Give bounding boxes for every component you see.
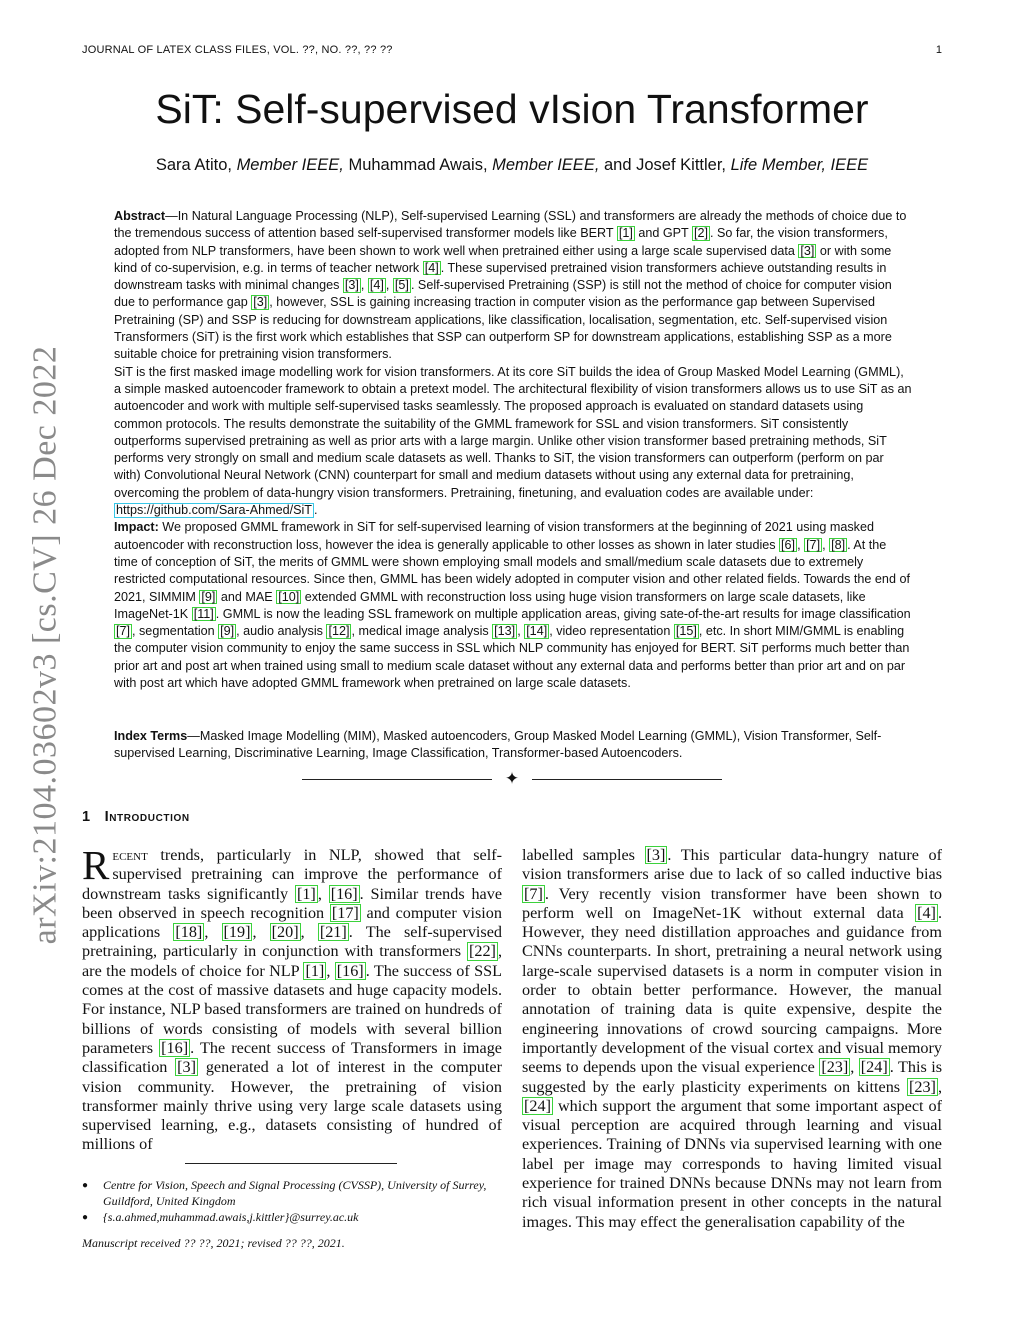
citation-link[interactable]: [9] — [220, 624, 235, 639]
abstract-block — [114, 208, 912, 692]
citation-link[interactable]: [3] — [646, 846, 666, 864]
abstract-text: , however, SSL is gaining increasing traction in computer vision as the performance gap between Supervised Pretraining (SP) and SSP is reducing for downstream applications, like classification, localisation, segmentation, etc. Self-supervised vision Transformers (SiT) is the first work which establishes that SSP can outperform SP for downstream applications, establishing SSP as a more suitable choice for pretraining vision transformers. — [114, 295, 892, 362]
citation-link[interactable]: [7] — [116, 624, 131, 639]
impact-text: , medical image analysis — [351, 624, 493, 639]
body-text: . However, they need distillation approaches and guidance from CNNs counterparts. In short, pretraining a neural network using large-scale supervised datasets is a norm in computer vision in order to obtain better performance. However, the manual annotation of training data is quite expensive, despite the engineering innovations of crowd sourcing campaigns. More importantly development of the visual cortex and visual memory seems to depends upon the visual experience — [522, 903, 942, 1077]
citation-link[interactable]: [7] — [524, 884, 543, 903]
section-heading — [82, 809, 190, 825]
citation-link[interactable]: [22] — [468, 942, 496, 961]
abstract-text: —In Natural Language Processing (NLP), Self-supervised Learning (SSL) and transformers are already the methods of choice due to the tremendous success of attention based self-supervised transformer models like BERT — [114, 209, 907, 241]
body-column-left — [82, 846, 502, 1154]
body-text: , — [317, 884, 329, 903]
abstract-label: Abstract — [114, 209, 166, 223]
body-text: which support the argument that some important aspect of visual perception are acquired through learning and visual experiences. Training of DNNs via supervised learning with one label per image may corresponds to having limited visual experience for trained DNNs because DNNs may not learn from rich visual information present in other concepts in the natural images. This may effect the generalisation capability of the — [522, 1096, 942, 1231]
body-text: , — [850, 1058, 859, 1077]
citation-link[interactable]: [23] — [821, 1058, 849, 1077]
abstract-text: . So far, the vision transformers, adopted from NLP transformers, have been shown to work well when pretrained either using a large scale supervised data — [114, 226, 888, 258]
author-affiliation-role: Life Member, IEEE — [730, 156, 869, 174]
impact-text: , — [517, 624, 525, 639]
citation-link[interactable]: [6] — [781, 537, 796, 552]
author-name: and Josef Kittler, — [599, 156, 731, 174]
intro-paragraph — [522, 846, 942, 1232]
body-text: , — [252, 923, 270, 942]
author-affiliation-role: Member IEEE, — [236, 156, 344, 174]
author-line — [0, 156, 1024, 175]
abstract-text: , — [360, 278, 368, 293]
body-text: generated a lot of interest in the computer vision community. However, the pretraining of vision transformer mainly thrive using very large scale datasets using supervised learning, e.g., datasets consisting of hundred of millions of — [82, 1058, 502, 1154]
citation-link[interactable]: [8] — [831, 537, 846, 552]
citation-link[interactable]: [16] — [336, 961, 364, 980]
citation-link[interactable]: [7] — [806, 537, 821, 552]
impact-text: , — [797, 537, 805, 552]
citation-link[interactable]: [4] — [917, 903, 936, 922]
drop-cap: R — [82, 846, 110, 888]
body-text: and computer vision applications — [82, 903, 502, 942]
footnote-affiliation — [82, 1178, 502, 1209]
citation-link[interactable]: [16] — [330, 884, 358, 903]
citation-link[interactable]: [1] — [618, 226, 633, 241]
abstract-text: SiT is the first masked image modelling work for vision transformers. At its core SiT builds the idea of Group Masked Model Learning (GMML), a simple masked autoencoder framework to obtain a pretext model. The architectural flexibility of vision transformers allows us to use SiT as an autoencoder and work with multiple self-supervised tasks seamlessly. The proposed approach is evaluated on standard datasets using common protocols. The results demonstrate the suitability of the GMML framework for SSL and vision transformers. SiT consistently outperforms supervised pretraining as well as prior arts with a large margin. Unlike other vision transformer based pretraining methods, SiT performs very strongly on small and medium scale datasets as well. Thanks to SiT, the vision transformers can outperform (perform on par with) Convolutional Neural Network (CNN) counterpart for small and medium datasets without using any external data for pretraining, overcoming the problem of data-hungry vision transformers. Pretraining, finetuning, and evaluation codes are available under: — [114, 364, 912, 500]
abstract-text: . Self-supervised Pretraining (SSP) is still not the method of choice for computer vision due to performance gap — [114, 278, 892, 310]
citation-link[interactable]: [5] — [394, 278, 409, 293]
citation-link[interactable]: [4] — [424, 260, 439, 275]
separator-rule-right — [532, 779, 722, 780]
citation-link[interactable]: [19] — [223, 923, 251, 942]
citation-link[interactable]: [12] — [328, 624, 350, 639]
impact-text: , etc. In short MIM/GMML is enabling the computer vision community to enjoy the same success in SSL which NLP community has enjoyed for BERT. SiT performs much better than prior art and post art when trained using small to medium scale dataset without any external data and performs better than prior art and on par with post art which have adopted GMML framework when pretrained on large scale datasets. — [114, 624, 910, 691]
footnote-emails — [82, 1210, 502, 1226]
separator-rule-left — [302, 779, 492, 780]
footnote-rule — [185, 1163, 397, 1164]
citation-link[interactable]: [2] — [694, 226, 709, 241]
index-terms-text: —Masked Image Modelling (MIM), Masked autoencoders, Group Masked Model Learning (GMML), Vision Transformer, Self-supervised Learning, Discriminative Learning, Image Classification, Transformer-based Autoencoders. — [114, 729, 882, 761]
abstract-text: , — [385, 278, 393, 293]
arxiv-watermark: arXiv:2104.03602v3 [cs.CV] 26 Dec 2022 — [26, 345, 64, 945]
body-text: . The self-supervised pretraining, particularly in conjunction with transformers — [82, 923, 502, 961]
body-text: trends, particularly in NLP, showed that self-supervised pretraining can improve the performance of downstream tasks significantly — [82, 846, 502, 903]
citation-link[interactable]: [20] — [271, 923, 299, 942]
code-repository-link[interactable]: https://github.com/Sara-Ahmed/SiT — [116, 503, 312, 518]
impact-text: We proposed GMML framework in SiT for self-supervised learning of vision transformers at the beginning of 2021 using masked autoencoder with reconstruction loss, however the idea is generally applicable to other losses as shown in later studies — [114, 520, 874, 552]
author-name: Sara Atito, — [155, 156, 237, 174]
running-head: JOURNAL OF LATEX CLASS FILES, VOL. ??, NO. ??, ?? ?? — [82, 44, 393, 56]
bullet-icon: ● — [82, 1212, 89, 1224]
citation-link[interactable]: [16] — [161, 1038, 189, 1057]
impact-text: and MAE — [217, 589, 277, 604]
citation-link[interactable]: [3] — [253, 295, 268, 310]
body-text: . The recent success of Transformers in image classification — [82, 1038, 502, 1077]
paper-title: SiT: Self-supervised vIsion Transformer — [155, 86, 869, 132]
body-text: . This is suggested by the early plasticity experiments on kittens — [522, 1058, 942, 1096]
body-text: , — [204, 923, 222, 942]
index-terms-label: Index Terms — [114, 729, 188, 743]
impact-label: Impact: — [114, 520, 159, 535]
citation-link[interactable]: [3] — [800, 243, 815, 258]
body-column-right — [522, 846, 942, 1256]
impact-text: , audio analysis — [236, 624, 327, 639]
citation-link[interactable]: [4] — [369, 278, 384, 293]
citation-link[interactable]: [3] — [177, 1058, 197, 1077]
author-name: Muhammad Awais, — [343, 156, 493, 174]
citation-link[interactable]: [1] — [305, 961, 325, 980]
citation-link[interactable]: [9] — [201, 589, 216, 604]
impact-text: , segmentation — [132, 624, 219, 639]
intro-paragraph — [82, 846, 502, 1154]
body-text: labelled samples — [522, 846, 645, 864]
citation-link[interactable]: [13] — [494, 624, 516, 639]
body-text: , — [300, 923, 318, 942]
footnote-text: Centre for Vision, Speech and Signal Processing (CVSSP), University of Surrey, Guildford, United Kingdom — [103, 1178, 487, 1208]
impact-text: , video representation — [549, 624, 674, 639]
abstract-text: and GPT — [634, 226, 693, 241]
body-text: , are the models of choice for NLP — [82, 942, 502, 980]
citation-link[interactable]: [15] — [675, 624, 697, 639]
abstract-paragraph — [114, 208, 912, 364]
first-word-smallcaps: ecent — [112, 846, 148, 864]
citation-link[interactable]: [23] — [908, 1077, 936, 1096]
citation-link[interactable]: [24] — [524, 1096, 551, 1115]
citation-link[interactable]: [1] — [296, 884, 316, 903]
impact-paragraph — [114, 519, 912, 692]
separator-star-icon: ✦ — [504, 769, 520, 788]
body-text: . This particular data-hungry nature of vision transformers arise due to lack of so called inductive bias — [522, 846, 942, 884]
body-text: . Very recently vision transformer have been shown to perform well on ImageNet-1K without external data — [522, 884, 942, 922]
citation-link[interactable]: [10] — [278, 589, 300, 604]
impact-text: extended GMML with reconstruction loss using huge vision transformers on large scale datasets, like ImageNet-1K — [114, 589, 866, 621]
abstract-text: . — [314, 503, 318, 518]
section-number: 1 — [82, 809, 91, 825]
abstract-text: . These supervised pretrained vision transformers achieve outstanding results in downstream tasks with minimal changes — [114, 260, 887, 293]
body-text: . The success of SSL comes at the cost of massive datasets and huge capacity models. For instance, NLP based transformers are trained on hundreds of billions of words consisting of models with several billion parameters — [82, 961, 502, 1057]
section-title: Introduction — [104, 809, 190, 825]
body-text: , — [937, 1077, 942, 1096]
bullet-icon: ● — [82, 1180, 89, 1191]
citation-link[interactable]: [24] — [860, 1058, 888, 1077]
impact-text: . GMML is now the leading SSL framework on multiple application areas, giving sate-of-the-art results for image classification — [215, 606, 911, 621]
footnotes — [82, 1178, 502, 1251]
section-separator — [302, 770, 722, 790]
citation-link[interactable]: [17] — [331, 903, 359, 922]
manuscript-note: Manuscript received ?? ??, 2021; revised ?? ??, 2021. — [82, 1235, 345, 1250]
citation-link[interactable]: [14] — [526, 624, 548, 639]
index-terms — [114, 728, 912, 763]
abstract-paragraph — [114, 364, 912, 520]
citation-link[interactable]: [11] — [193, 606, 214, 621]
impact-text: . At the time of conception of SiT, the merits of GMML were shown employing small models and small/medium scale datasets due to extremely restricted computational resources. Since then, GMML has been widely adopted in computer vision and other related fields. Towards the end of 2021, SIMMIM — [114, 537, 910, 604]
body-text: . Similar trends have been observed in speech recognition — [82, 884, 502, 922]
author-affiliation-role: Member IEEE, — [492, 156, 600, 174]
citation-link[interactable]: [3] — [344, 278, 359, 293]
body-text: , — [326, 961, 335, 980]
page-number: 1 — [935, 44, 942, 56]
abstract-text: or with some kind of co-supervision, e.g. in terms of teacher network — [114, 243, 892, 275]
footnote-text: {s.a.ahmed,muhammad.awais,j.kittler}@surrey.ac.uk — [103, 1210, 359, 1225]
citation-link[interactable]: [18] — [175, 923, 203, 942]
impact-text: , — [822, 537, 830, 552]
citation-link[interactable]: [21] — [319, 923, 347, 942]
